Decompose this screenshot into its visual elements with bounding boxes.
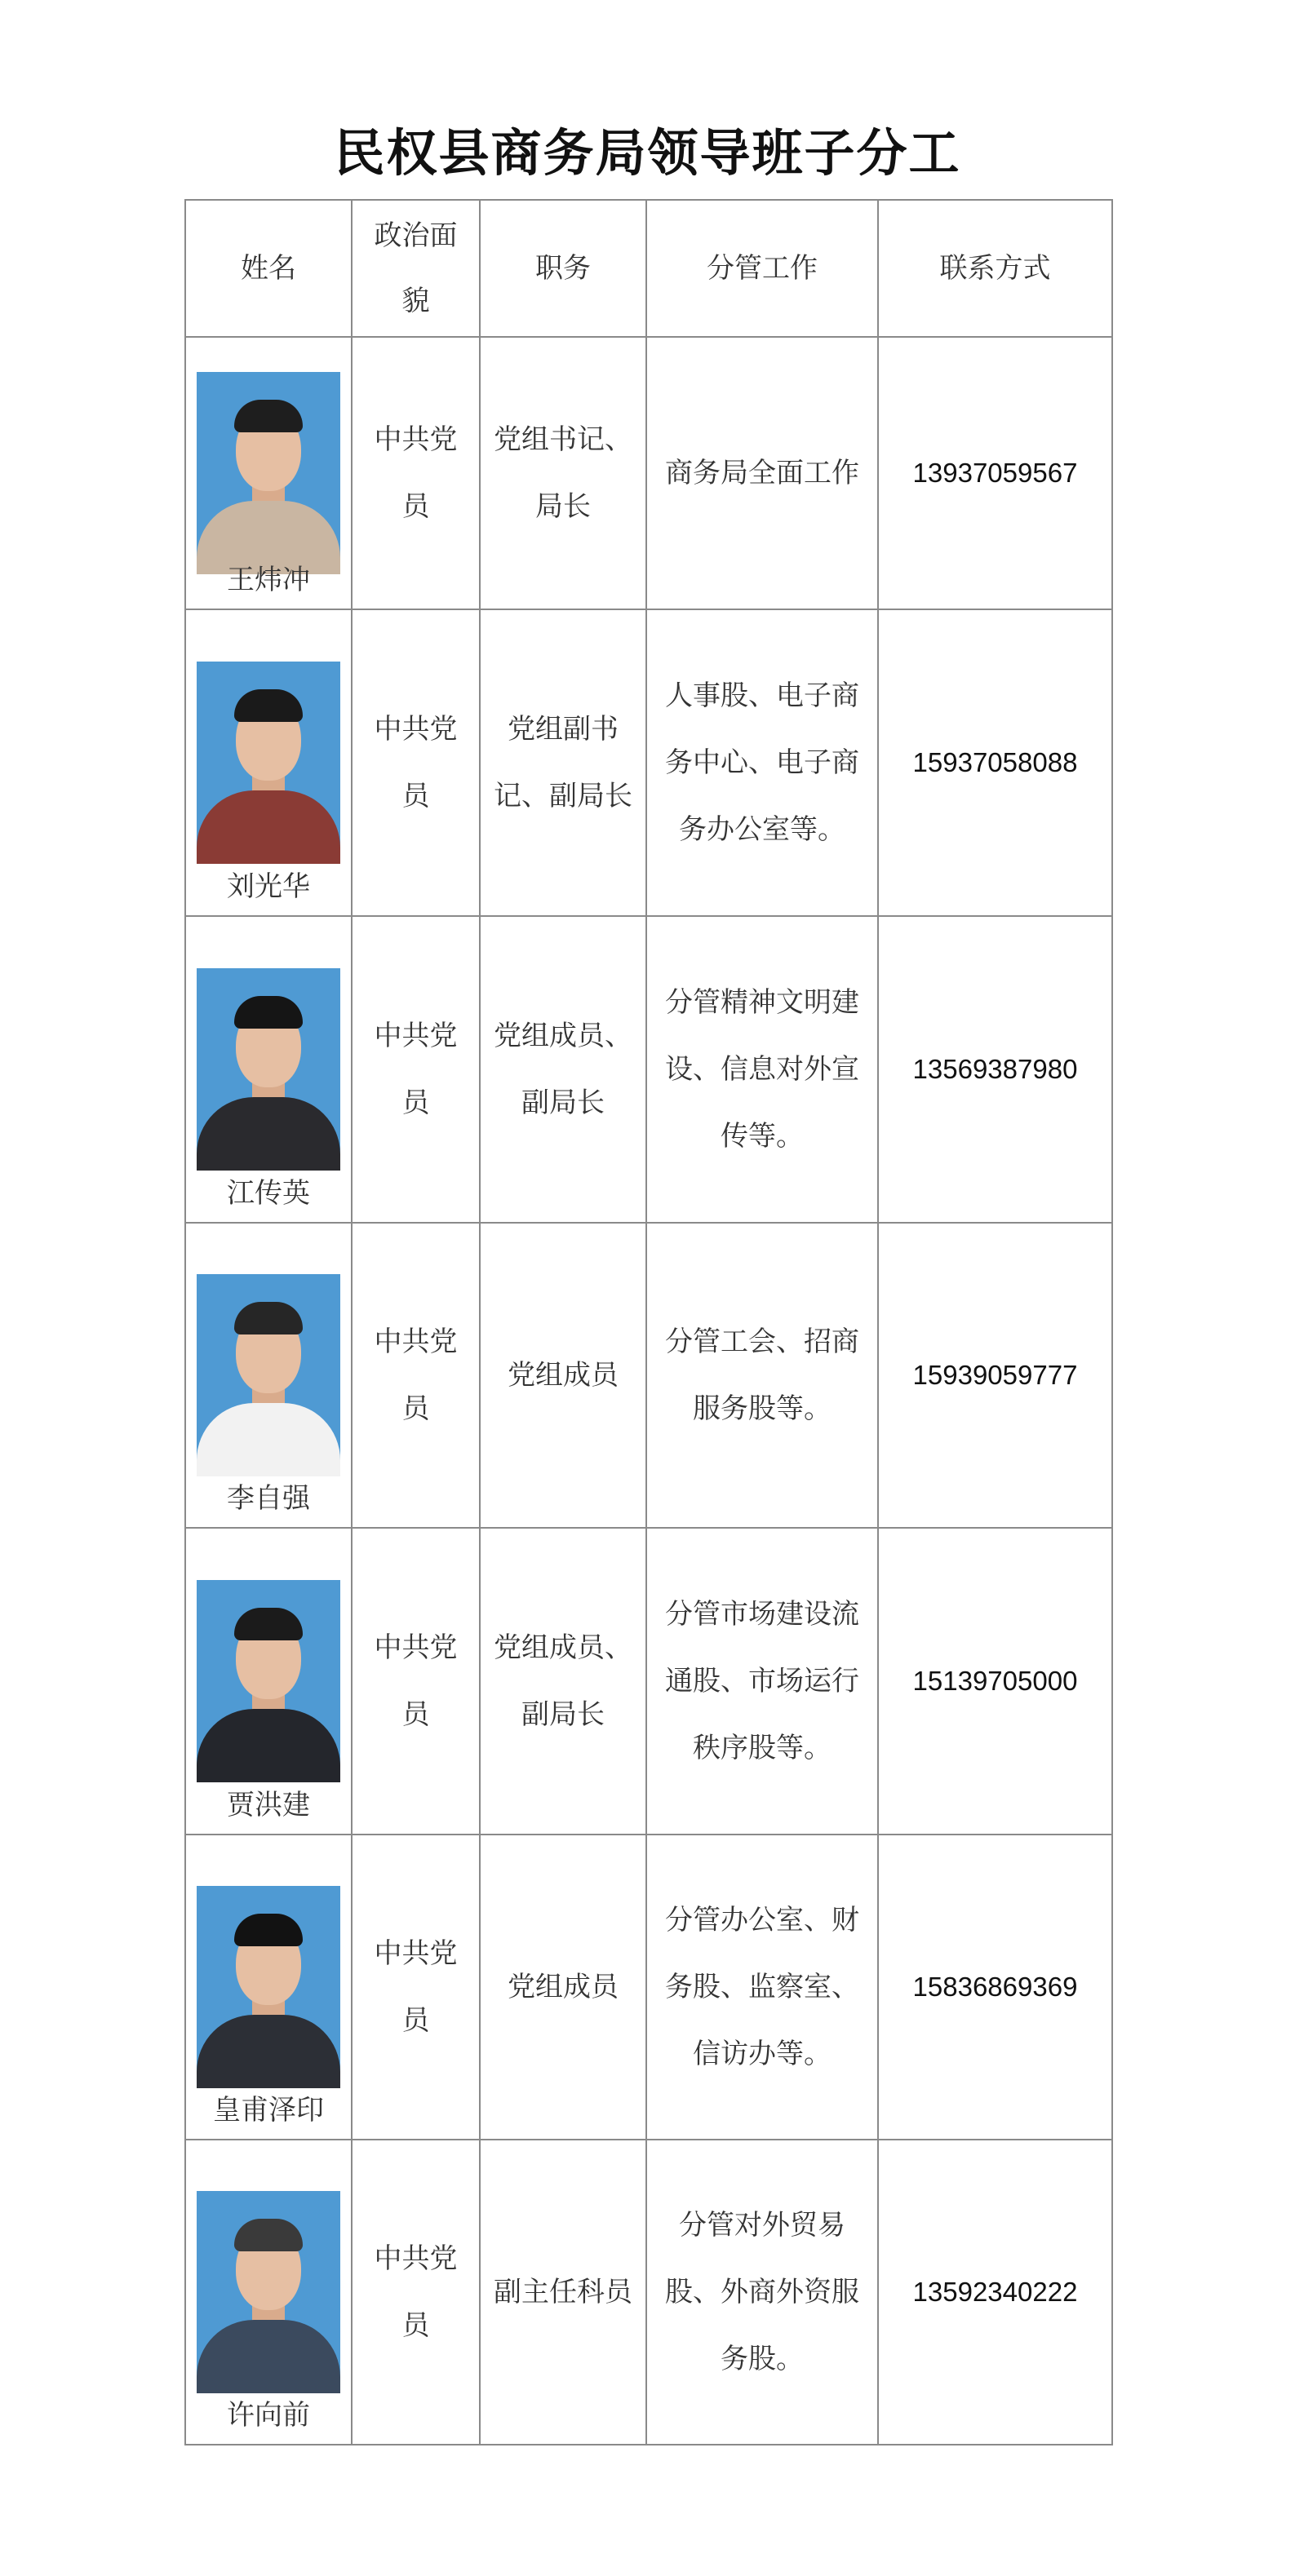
name-cell <box>185 2140 352 2445</box>
person-name: 江传英 <box>227 1177 310 1210</box>
phone-cell: 13937059567 <box>878 337 1112 609</box>
header-position: 职务 <box>480 200 646 337</box>
portrait-photo <box>197 2191 340 2393</box>
portrait-photo <box>197 1580 340 1782</box>
table-row <box>185 337 1112 609</box>
header-duties: 分管工作 <box>646 200 878 337</box>
name-cell <box>185 609 352 916</box>
position-cell: 党组副书记、副局长 <box>480 609 646 916</box>
portrait-photo <box>197 1886 340 2088</box>
position-cell: 党组成员、副局长 <box>480 916 646 1223</box>
portrait-photo <box>197 1274 340 1476</box>
person-name: 刘光华 <box>227 870 310 903</box>
name-cell <box>185 1223 352 1528</box>
party-cell: 中共党员 <box>352 1223 480 1528</box>
phone-cell: 15937058088 <box>878 609 1112 916</box>
party-cell: 中共党员 <box>352 337 480 609</box>
table-row <box>185 1528 1112 1835</box>
position-cell: 副主任科员 <box>480 2140 646 2445</box>
name-cell <box>185 337 352 609</box>
portrait-photo <box>197 662 340 864</box>
party-cell: 中共党员 <box>352 1528 480 1835</box>
page-title: 民权县商务局领导班子分工 <box>334 123 961 183</box>
position-cell: 党组成员 <box>480 1835 646 2140</box>
position-cell: 党组书记、局长 <box>480 337 646 609</box>
phone-cell: 15836869369 <box>878 1835 1112 2140</box>
phone-cell: 13569387980 <box>878 916 1112 1223</box>
party-cell: 中共党员 <box>352 2140 480 2445</box>
duties-cell: 分管对外贸易股、外商外资服务股。 <box>646 2140 878 2445</box>
table-row <box>185 609 1112 916</box>
position-cell: 党组成员 <box>480 1223 646 1528</box>
person-name: 李自强 <box>227 1482 310 1515</box>
phone-cell: 15939059777 <box>878 1223 1112 1528</box>
table-body <box>185 337 1112 2445</box>
duties-cell: 商务局全面工作 <box>646 337 878 609</box>
person-name: 贾洪建 <box>227 1789 310 1821</box>
party-cell: 中共党员 <box>352 916 480 1223</box>
duties-cell: 分管市场建设流通股、市场运行秩序股等。 <box>646 1528 878 1835</box>
table-row <box>185 1223 1112 1528</box>
duties-cell: 人事股、电子商务中心、电子商务办公室等。 <box>646 609 878 916</box>
person-name: 王炜冲 <box>227 564 310 596</box>
table-row <box>185 1835 1112 2140</box>
header-party: 政治面貌 <box>352 200 480 337</box>
leadership-table <box>184 199 1113 2445</box>
name-cell <box>185 1835 352 2140</box>
duties-cell: 分管办公室、财务股、监察室、信访办等。 <box>646 1835 878 2140</box>
party-cell: 中共党员 <box>352 1835 480 2140</box>
party-cell: 中共党员 <box>352 609 480 916</box>
name-cell <box>185 1528 352 1835</box>
duties-cell: 分管工会、招商服务股等。 <box>646 1223 878 1528</box>
duties-cell: 分管精神文明建设、信息对外宣传等。 <box>646 916 878 1223</box>
table-row <box>185 2140 1112 2445</box>
position-cell: 党组成员、副局长 <box>480 1528 646 1835</box>
phone-cell: 13592340222 <box>878 2140 1112 2445</box>
header-contact: 联系方式 <box>878 200 1112 337</box>
person-name: 皇甫泽印 <box>213 2094 324 2127</box>
table-header-row <box>185 200 1112 337</box>
portrait-photo <box>197 968 340 1171</box>
portrait-photo <box>197 372 340 574</box>
table-row <box>185 916 1112 1223</box>
name-cell <box>185 916 352 1223</box>
header-name: 姓名 <box>185 200 352 337</box>
person-name: 许向前 <box>227 2399 310 2432</box>
phone-cell: 15139705000 <box>878 1528 1112 1835</box>
